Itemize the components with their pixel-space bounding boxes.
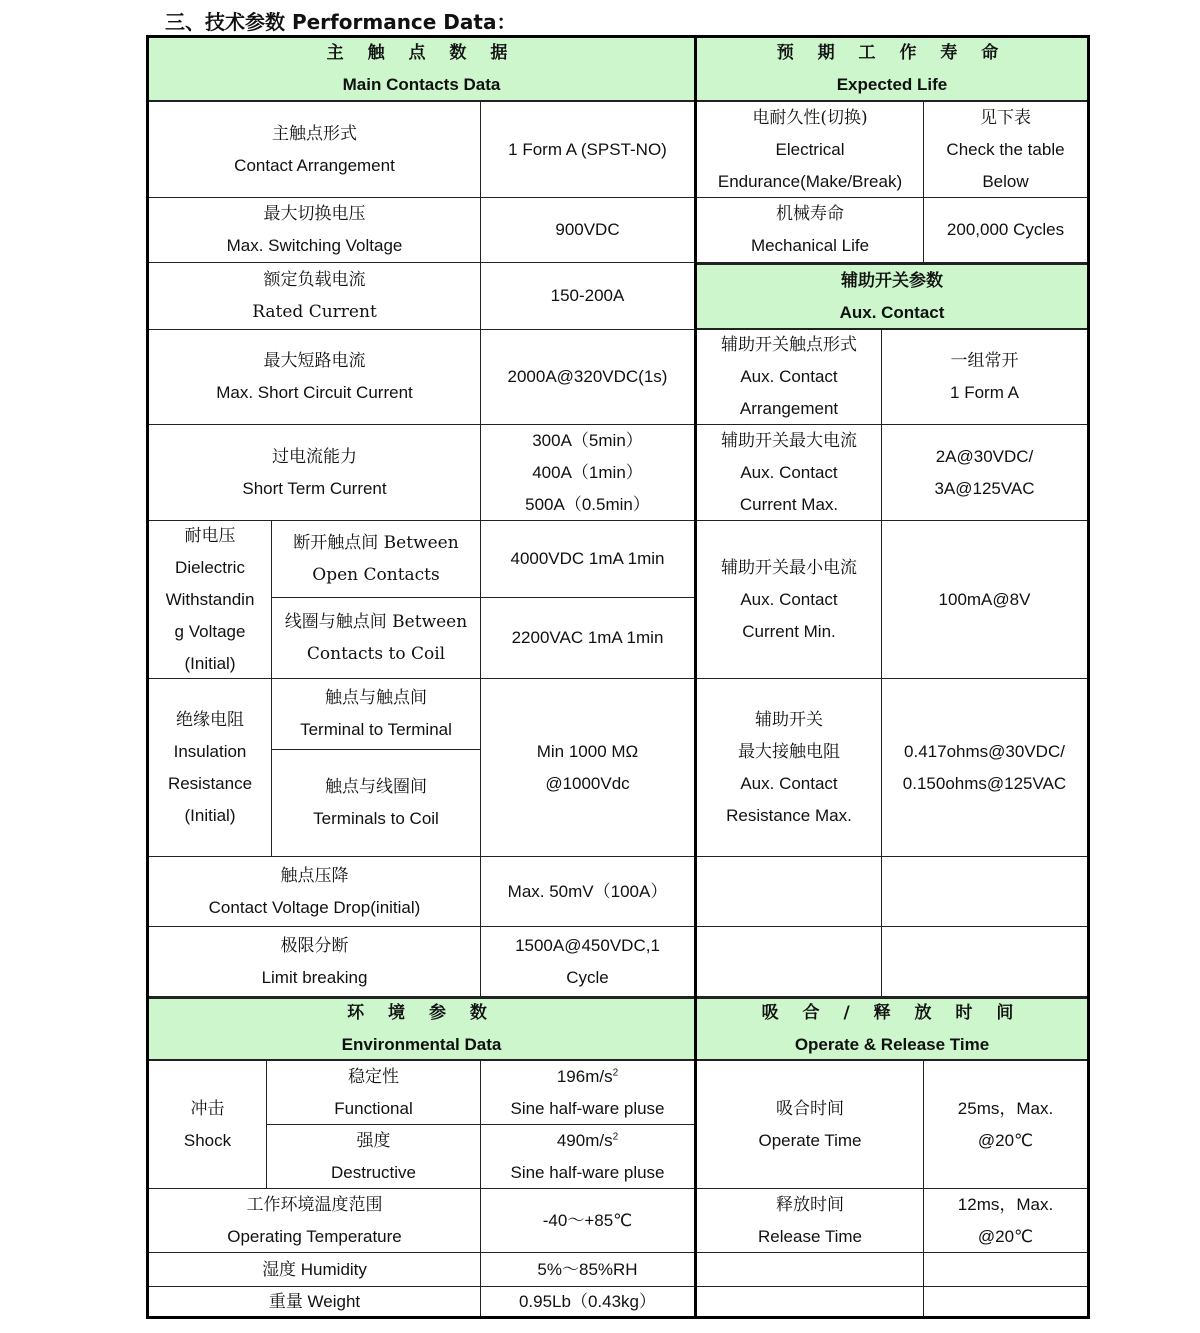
release-time-label <box>697 1189 924 1253</box>
short-term-current-v1: 300A（5min） <box>532 430 643 450</box>
dielectric-open-contacts-value <box>481 521 694 598</box>
aux-current-min-cn: 辅助开关最小电流 <box>721 557 857 578</box>
insulation-tc-en: Terminals to Coil <box>313 809 439 828</box>
release-time-cn: 释放时间 <box>776 1194 844 1215</box>
dielectric-open-value-text: 4000VDC 1mA 1min <box>510 549 665 568</box>
limit-breaking-cn: 极限分断 <box>280 935 349 956</box>
shock-destructive-cn: 强度 <box>356 1130 391 1151</box>
short-circuit-cn: 最大短路电流 <box>263 351 366 371</box>
shock-functional-value-line <box>557 1061 618 1093</box>
empty-cell-b <box>882 857 1087 927</box>
aux-current-min-en2: Current Min. <box>742 621 836 641</box>
contact-arrangement-value-text: 1 Form A (SPST-NO) <box>508 139 667 159</box>
dielectric-contacts-coil-label <box>272 598 481 679</box>
operating-temperature-value-text: -40～+85℃ <box>542 1210 633 1230</box>
aux-resistance-en1: Aux. Contact <box>740 773 838 793</box>
dielectric-coil-cn: 线圈与触点间 Between <box>284 612 468 632</box>
short-term-current-en: Short Term Current <box>242 478 387 498</box>
insulation-en1: Insulation <box>173 741 247 761</box>
main-contacts-header-en: Main Contacts Data <box>342 75 501 94</box>
aux-current-max-en1: Aux. Contact <box>740 462 838 482</box>
weight-value-text: 0.95Lb（0.43kg） <box>518 1291 657 1311</box>
dielectric-cn: 耐电压 <box>184 525 236 546</box>
shock-destructive-sup: 2 <box>612 1130 619 1142</box>
shock-en: Shock <box>183 1130 232 1150</box>
short-term-current-label <box>149 425 481 521</box>
short-term-current-cn: 过电流能力 <box>272 446 357 467</box>
shock-functional-value-text: 196m/s <box>556 1066 613 1086</box>
max-switching-voltage-cn: 最大切换电压 <box>263 204 366 224</box>
aux-contact-header-en: Aux. Contact <box>839 302 945 322</box>
rated-current-value <box>481 263 694 330</box>
electrical-endurance-value <box>924 102 1087 198</box>
operate-release-header <box>697 997 1087 1061</box>
operating-temperature-en: Operating Temperature <box>227 1226 402 1246</box>
limit-breaking-value <box>481 927 694 997</box>
operating-temperature-value <box>481 1189 694 1253</box>
empty-cell-e <box>697 1253 924 1287</box>
empty-cell-g <box>697 1287 924 1316</box>
insulation-cn: 绝缘电阻 <box>176 709 244 730</box>
short-circuit-value <box>481 330 694 425</box>
limit-breaking-en: Limit breaking <box>261 967 368 987</box>
operate-time-value2: @20℃ <box>977 1130 1034 1150</box>
operate-time-en: Operate Time <box>758 1130 862 1150</box>
dielectric-coil-value-text: 2200VAC 1mA 1min <box>511 628 664 647</box>
max-switching-voltage-value <box>481 198 694 263</box>
max-switching-voltage-value-text: 900VDC <box>555 220 620 239</box>
aux-current-max-value2: 3A@125VAC <box>934 478 1035 498</box>
main-contacts-column <box>146 35 697 1319</box>
aux-contact-header <box>697 263 1087 330</box>
insulation-tt-cn: 触点与触点间 <box>325 688 427 708</box>
weight-label-text: 重量 Weight <box>268 1291 361 1311</box>
aux-resistance-cn1: 辅助开关 <box>755 709 823 730</box>
shock-destructive-label <box>267 1125 481 1189</box>
aux-arrangement-en2: Arrangement <box>739 399 839 418</box>
dielectric-en1: Dielectric <box>175 557 245 577</box>
operate-time-value1: 25ms，Max. <box>957 1098 1054 1118</box>
short-term-current-v3: 500A（0.5min） <box>525 494 650 514</box>
aux-current-min-en1: Aux. Contact <box>740 589 838 609</box>
insulation-value1: Min 1000 MΩ <box>536 741 639 761</box>
rated-current-value-text: 150-200A <box>550 286 625 305</box>
operate-time-value <box>924 1061 1087 1189</box>
aux-resistance-cn2: 最大接触电阻 <box>738 741 840 762</box>
aux-current-max-en2: Current Max. <box>739 494 839 514</box>
aux-contact-header-cn: 辅助开关参数 <box>841 270 943 291</box>
shock-destructive-en: Destructive <box>330 1162 417 1182</box>
shock-destructive-value <box>481 1125 694 1189</box>
aux-resistance-value <box>882 679 1087 857</box>
dielectric-open-cn: 断开触点间 Between <box>293 533 459 553</box>
voltage-drop-value-text: Max. 50mV（100A） <box>507 881 668 901</box>
operating-temperature-cn: 工作环境温度范围 <box>246 1194 383 1215</box>
limit-breaking-label <box>149 927 481 997</box>
aux-arrangement-en1: Aux. Contact <box>740 367 838 386</box>
aux-current-max-cn: 辅助开关最大电流 <box>721 430 857 451</box>
voltage-drop-cn: 触点压降 <box>280 865 349 886</box>
operate-release-header-en: Operate & Release Time <box>794 1035 990 1054</box>
release-time-value <box>924 1189 1087 1253</box>
aux-current-min-value <box>882 521 1087 679</box>
main-contacts-header <box>149 38 694 102</box>
aux-current-min-label <box>697 521 882 679</box>
short-circuit-en: Max. Short Circuit Current <box>216 383 413 402</box>
dielectric-en2: Withstandin <box>165 589 255 609</box>
aux-current-max-value <box>882 425 1087 521</box>
max-switching-voltage-label <box>149 198 481 263</box>
limit-breaking-value2: Cycle <box>566 967 609 987</box>
empty-cell-h <box>924 1287 1087 1316</box>
electrical-endurance-label <box>697 102 924 198</box>
insulation-value2: @1000Vdc <box>545 773 630 793</box>
rated-current-label <box>149 263 481 330</box>
expected-life-header <box>697 38 1087 102</box>
shock-functional-label <box>267 1061 481 1125</box>
release-time-value2: @20℃ <box>977 1226 1034 1246</box>
mechanical-life-en: Mechanical Life <box>750 236 870 255</box>
main-contacts-header-cn: 主 触 点 数 据 <box>326 43 517 63</box>
insulation-tc-cn: 触点与线圈间 <box>325 777 427 797</box>
shock-destructive-desc: Sine half-ware pluse <box>510 1162 665 1182</box>
short-circuit-label <box>149 330 481 425</box>
dielectric-contacts-coil-value <box>481 598 694 679</box>
shock-functional-value <box>481 1061 694 1125</box>
contact-arrangement-value <box>481 102 694 198</box>
humidity-value <box>481 1253 694 1287</box>
aux-current-min-value-text: 100mA@8V <box>938 589 1031 609</box>
empty-cell-c <box>697 927 882 997</box>
insulation-terminal-terminal-label <box>272 679 481 750</box>
insulation-tt-en: Terminal to Terminal <box>300 720 452 739</box>
insulation-en2: Resistance <box>167 773 253 793</box>
insulation-en3: (Initial) <box>184 805 236 825</box>
shock-functional-sup: 2 <box>612 1066 619 1078</box>
contact-arrangement-label <box>149 102 481 198</box>
weight-label <box>149 1287 481 1316</box>
dielectric-coil-en: Contacts to Coil <box>306 644 446 664</box>
empty-cell-d <box>882 927 1087 997</box>
shock-functional-cn: 稳定性 <box>348 1066 399 1087</box>
expected-life-header-cn: 预 期 工 作 寿 命 <box>776 43 1008 63</box>
aux-resistance-label <box>697 679 882 857</box>
rated-current-cn: 额定负载电流 <box>263 270 366 290</box>
shock-destructive-value-text: 490m/s <box>556 1130 613 1150</box>
shock-cn: 冲击 <box>190 1098 225 1119</box>
environmental-header-en: Environmental Data <box>341 1035 502 1054</box>
electrical-endurance-cn: 电耐久性(切换) <box>752 107 868 128</box>
humidity-label <box>149 1253 481 1287</box>
rated-current-en: Rated Current <box>252 302 377 322</box>
voltage-drop-value <box>481 857 694 927</box>
insulation-label <box>149 679 272 857</box>
voltage-drop-label <box>149 857 481 927</box>
mechanical-life-value <box>924 198 1087 263</box>
contact-arrangement-cn: 主触点形式 <box>272 123 357 144</box>
release-time-en: Release Time <box>758 1226 862 1246</box>
insulation-terminals-coil-label <box>272 750 481 857</box>
mechanical-life-label <box>697 198 924 263</box>
aux-arrangement-value-cn: 一组常开 <box>950 351 1019 371</box>
empty-cell-a <box>697 857 882 927</box>
shock-functional-desc: Sine half-ware pluse <box>510 1098 665 1118</box>
humidity-value-text: 5%～85%RH <box>537 1259 638 1279</box>
electrical-endurance-value-cn: 见下表 <box>980 107 1031 128</box>
short-term-current-value <box>481 425 694 521</box>
shock-label <box>149 1061 267 1189</box>
electrical-endurance-en1: Electrical <box>775 139 845 159</box>
shock-destructive-value-line <box>557 1125 618 1157</box>
limit-breaking-value1: 1500A@450VDC,1 <box>515 935 660 955</box>
mechanical-life-value-text: 200,000 Cycles <box>946 220 1065 239</box>
dielectric-en3: g Voltage <box>174 621 246 641</box>
aux-arrangement-cn: 辅助开关触点形式 <box>721 335 857 355</box>
aux-arrangement-value-en: 1 Form A <box>950 383 1019 402</box>
weight-value <box>481 1287 694 1316</box>
section-title: 三、技术参数 Performance Data： <box>165 10 517 34</box>
expected-life-column <box>694 35 1090 1319</box>
dielectric-label <box>149 521 272 679</box>
aux-resistance-value2: 0.150ohms@125VAC <box>902 773 1067 793</box>
operate-time-cn: 吸合时间 <box>776 1098 844 1119</box>
shock-functional-en: Functional <box>334 1098 413 1118</box>
electrical-endurance-en2: Endurance(Make/Break) <box>717 171 903 191</box>
empty-cell-f <box>924 1253 1087 1287</box>
aux-resistance-value1: 0.417ohms@30VDC/ <box>904 741 1065 761</box>
contact-arrangement-en: Contact Arrangement <box>234 155 395 175</box>
mechanical-life-cn: 机械寿命 <box>776 204 844 224</box>
dielectric-open-contacts-label <box>272 521 481 598</box>
release-time-value1: 12ms，Max. <box>957 1194 1054 1214</box>
dielectric-en4: (Initial) <box>184 653 236 673</box>
insulation-value <box>481 679 694 857</box>
max-switching-voltage-en: Max. Switching Voltage <box>226 236 403 255</box>
electrical-endurance-value2: Below <box>982 171 1029 191</box>
operate-release-header-cn: 吸 合 / 释 放 时 间 <box>761 1003 1023 1023</box>
aux-current-max-label <box>697 425 882 521</box>
environmental-header-cn: 环 境 参 数 <box>347 1003 496 1023</box>
operating-temperature-label <box>149 1189 481 1253</box>
electrical-endurance-value1: Check the table <box>946 139 1065 159</box>
short-circuit-value-text: 2000A@320VDC(1s) <box>507 367 668 386</box>
aux-arrangement-value <box>882 330 1087 425</box>
humidity-label-text: 湿度 Humidity <box>262 1259 367 1279</box>
environmental-header <box>149 997 694 1061</box>
dielectric-open-en: Open Contacts <box>312 565 440 585</box>
aux-resistance-en2: Resistance Max. <box>726 805 852 825</box>
aux-arrangement-label <box>697 330 882 425</box>
short-term-current-v2: 400A（1min） <box>532 462 643 482</box>
expected-life-header-en: Expected Life <box>836 75 948 94</box>
voltage-drop-en: Contact Voltage Drop(initial) <box>208 897 421 917</box>
operate-time-label <box>697 1061 924 1189</box>
aux-current-max-value1: 2A@30VDC/ <box>935 446 1034 466</box>
